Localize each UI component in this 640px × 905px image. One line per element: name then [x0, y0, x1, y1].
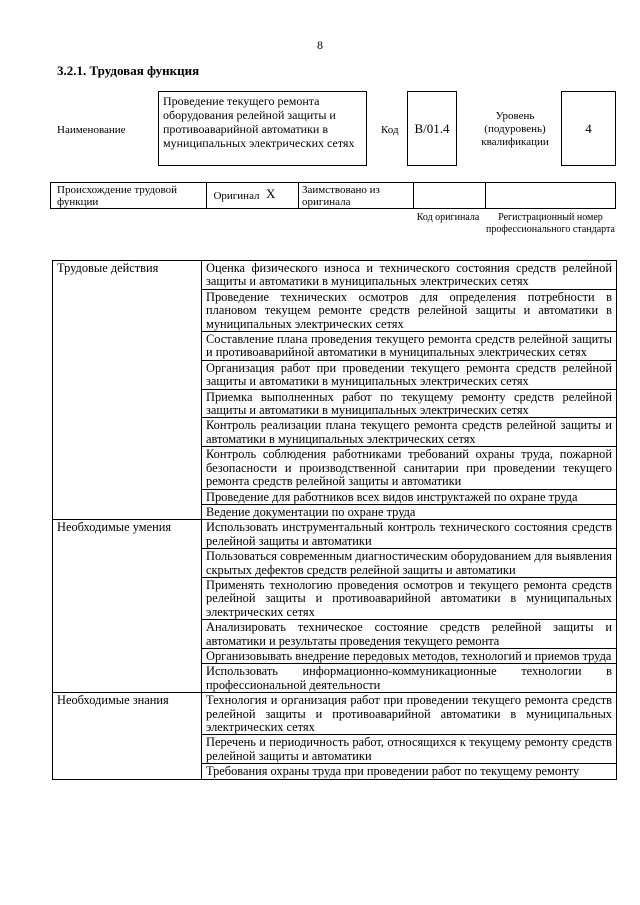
- labor-action-category: Трудовые действия: [53, 261, 202, 520]
- origin-table: [50, 182, 616, 209]
- code-box: B/01.4: [407, 91, 457, 166]
- table-row: [53, 520, 617, 549]
- function-table: [52, 260, 617, 780]
- level-label: Уровень (подуровень) квалификации: [481, 110, 549, 148]
- code-label: Код: [381, 124, 399, 136]
- knowledge-item: Перечень и периодичность работ, относящихся к текущему ремонту средств релейной защиты и автоматики: [202, 735, 617, 764]
- reg-number-caption: Регистрационный номер профессионального стандарта: [486, 212, 615, 235]
- skill: Использовать инструментальный контроль технического состояния средств релейной защиты и автоматики: [202, 520, 617, 549]
- borrowed-label: Заимствовано из оригинала: [298, 183, 413, 208]
- labor-action: Контроль соблюдения работниками требований охраны труда, пожарной безопасности и производственной санитарии при проведении текущего ремонта средств релейной защиты и автоматики: [202, 447, 617, 489]
- table-row: [53, 261, 617, 290]
- original-label: Оригинал: [206, 183, 266, 208]
- labor-action: Организация работ при проведении текущего ремонта средств релейной защиты и автоматики в муниципальных электрических сетях: [202, 360, 617, 389]
- knowledge-item: Требования охраны труда при проведении работ по текущему ремонту: [202, 764, 617, 779]
- table-row: [53, 693, 617, 735]
- page-number: 8: [317, 38, 323, 52]
- reg-number-cell: [485, 183, 616, 208]
- labor-action: Составление плана проведения текущего ремонта средств релейной защиты и противоаварийной автоматики в муниципальных электрических сетях: [202, 332, 617, 361]
- function-name-box: Проведение текущего ремонта оборудования релейной защиты и противоаварийной автоматики в муниципальных электрических сетях: [158, 91, 367, 166]
- section-title: 3.2.1. Трудовая функция: [57, 63, 200, 78]
- knowledge-item-category: Необходимые знания: [53, 693, 202, 779]
- level-box: 4: [561, 91, 616, 166]
- skill: Применять технологию проведения осмотров и текущего ремонта средств релейной защиты и противоаварийной автоматики в муниципальных электрических сетях: [202, 577, 617, 619]
- skill: Использовать информационно-коммуникационные технологии в профессиональной деятельности: [202, 664, 617, 693]
- labor-action: Контроль реализации плана текущего ремонта средств релейной защиты и автоматики в муниципальных электрических сетях: [202, 418, 617, 447]
- skill-category: Необходимые умения: [53, 520, 202, 693]
- labor-action: Проведение технических осмотров для определения потребности в плановом текущем ремонте средств релейной защиты и автоматики в муниципальных электрических сетях: [202, 289, 617, 331]
- original-mark: X: [266, 186, 276, 201]
- code-original-caption: Код оригинала: [416, 212, 480, 223]
- code-original-cell: [413, 183, 485, 208]
- labor-action: Приемка выполненных работ по текущему ремонту средств релейной защиты и автоматики в муниципальных электрических сетях: [202, 389, 617, 418]
- name-label: Наименование: [57, 124, 126, 136]
- labor-action: Оценка физического износа и технического состояния средств релейной защиты и автоматики в муниципальных электрических сетях: [202, 261, 617, 290]
- labor-action: Проведение для работников всех видов инструктажей по охране труда: [202, 489, 617, 504]
- knowledge-item: Технология и организация работ при проведении текущего ремонта средств релейной защиты и противоаварийной автоматики в муниципальных электрических сетях: [202, 693, 617, 735]
- labor-action: Ведение документации по охране труда: [202, 504, 617, 519]
- origin-label: Происхождение трудовой функции: [57, 184, 178, 208]
- skill: Пользоваться современным диагностическим оборудованием для выявления скрытых дефектов средств релейной защиты и автоматики: [202, 549, 617, 578]
- skill: Анализировать техническое состояние средств релейной защиты и автоматики и результаты проведения текущего ремонта: [202, 620, 617, 649]
- skill: Организовывать внедрение передовых методов, технологий и приемов труда: [202, 648, 617, 663]
